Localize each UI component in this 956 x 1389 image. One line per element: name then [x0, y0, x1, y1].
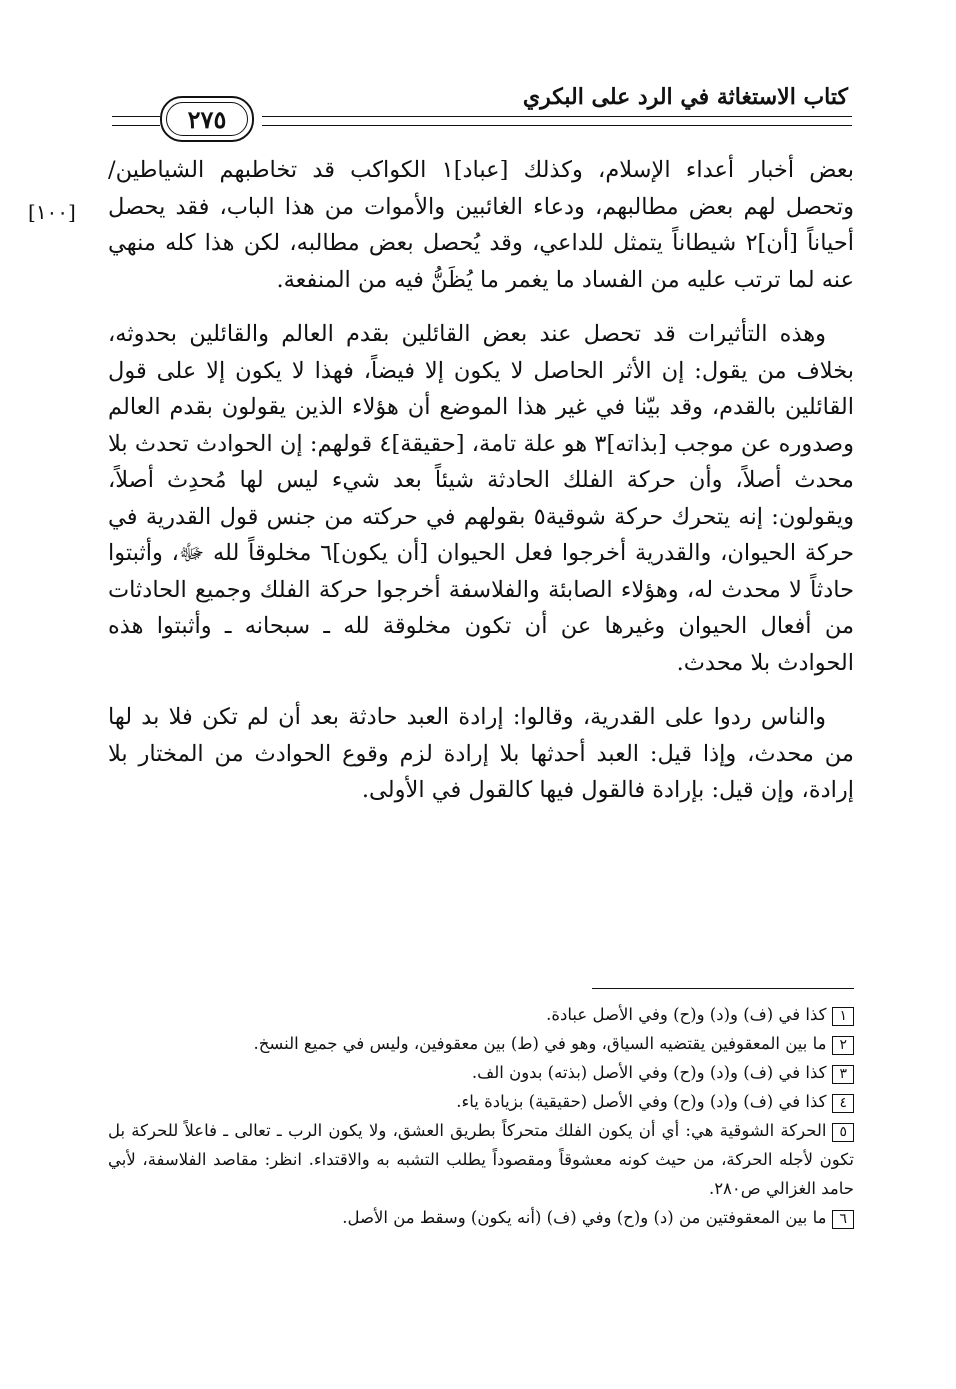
footnote-4 — [108, 1087, 854, 1116]
page-number-frame — [160, 96, 254, 142]
header-double-rule — [262, 116, 852, 126]
footnote-number: ٣ — [832, 1065, 854, 1084]
footnote-number: ٥ — [832, 1123, 854, 1142]
footnote-text: ما بين المعقوفتين من (د) و(ح) وفي (ف) (أنه يكون) وسقط من الأصل. — [342, 1208, 827, 1227]
footnote-number: ١ — [832, 1007, 854, 1026]
footnote-number: ٤ — [832, 1094, 854, 1113]
footnote-text: الحركة الشوقية هي: أي أن يكون الفلك متحركاً بطريق العشق، ولا يكون الرب ـ تعالى ـ فاعلاً للحركة بل تكون لأجله الحركة، من حيث كونه معشوقاً ومقصوداً يطلب التشبه به والاقتداء. انظر: مقاصد الفلاسفة، لأبي حامد الغزالي ص٢٨٠. — [108, 1121, 854, 1198]
footnotes — [108, 1000, 854, 1232]
footnote-2 — [108, 1029, 854, 1058]
footnote-number: ٦ — [832, 1210, 854, 1229]
paragraph-3: والناس ردوا على القدرية، وقالوا: إرادة العبد حادثة بعد أن لم تكن فلا بد لها من محدث، وإذا قيل: العبد أحدثها بلا إرادة لزم وقوع الحوادث من المختار بلا إرادة، وإن قيل: بإرادة فالقول فيها كالقول في الأولى. — [108, 704, 854, 803]
footnote-6 — [108, 1203, 854, 1232]
page-number: ٢٧٥ — [187, 104, 227, 134]
footnote-separator — [592, 988, 854, 989]
footnote-text: كذا في (ف) و(د) و(ح) وفي الأصل (بذته) بدون الف. — [471, 1063, 827, 1082]
footnote-number: ٢ — [832, 1036, 854, 1055]
paragraph-2: وهذه التأثيرات قد تحصل عند بعض القائلين بقدم العالم والقائلين بحدوثه، بخلاف من يقول: إن الأثر الحاصل لا يكون إلا فيضاً، فهذا لا يكون إلا على قول القائلين بالقدم، وقد بيّنا في غير هذا الموضع أن هؤلاء الذين يقولون بقدم العالم وصدوره عن موجب [بذاته]٣ هو علة تامة، [حقيقة]٤ قولهم: إن الحوادث تحدث بلا محدث أصلاً، وأن حركة الفلك الحادثة شيئاً بعد شيء ليس لها مُحدِث أصلاً، ويقولون: إنه يتحرك حركة شوقية٥ بقولهم في حركته من جنس قول القدرية في حركة الحيوان، والقدرية أخرجوا فعل الحيوان [أن يكون]٦ مخلوقاً لله ﷻ، وأثبتوا حادثاً لا محدث له، وهؤلاء الصابئة والفلاسفة أخرجوا حركة الفلك وجميع الحادثات من أفعال الحيوان وغيرها عن أن تكون مخلوقة لله ـ سبحانه ـ وأثبتوا هذه الحوادث بلا محدث. — [108, 321, 855, 676]
manuscript-folio-marker: [١٠٠] — [28, 200, 76, 224]
running-header-title: كتاب الاستغاثة في الرد على البكري — [522, 84, 848, 110]
footnote-text: كذا في (ف) و(د) و(ح) وفي الأصل عبادة. — [546, 1005, 827, 1024]
footnote-5 — [108, 1116, 854, 1203]
paragraph-1: بعض أخبار أعداء الإسلام، وكذلك [عباد]١ الكواكب قد تخاطبهم الشياطين/ وتحصل لهم بعض مطالبهم، ودعاء الغائبين والأموات من هذا الباب، فقد يحصل أحياناً [أن]٢ شيطاناً يتمثل للداعي، وقد يُحصل بعض مطالبه، لكن هذا كله منهي عنه لما ترتب عليه من الفساد ما يغمر ما يُظَنُّ فيه من المنفعة. — [108, 157, 854, 293]
footnote-1 — [108, 1000, 854, 1029]
footnote-3 — [108, 1058, 854, 1087]
footnote-text: ما بين المعقوفين يقتضيه السياق، وهو في (ط) بين معقوفين، وليس في جميع النسخ. — [253, 1034, 827, 1053]
header-double-rule-left — [112, 116, 160, 126]
main-text — [108, 152, 854, 827]
footnote-text: كذا في (ف) و(د) و(ح) وفي الأصل (حقيقية) بزيادة ياء. — [456, 1092, 827, 1111]
